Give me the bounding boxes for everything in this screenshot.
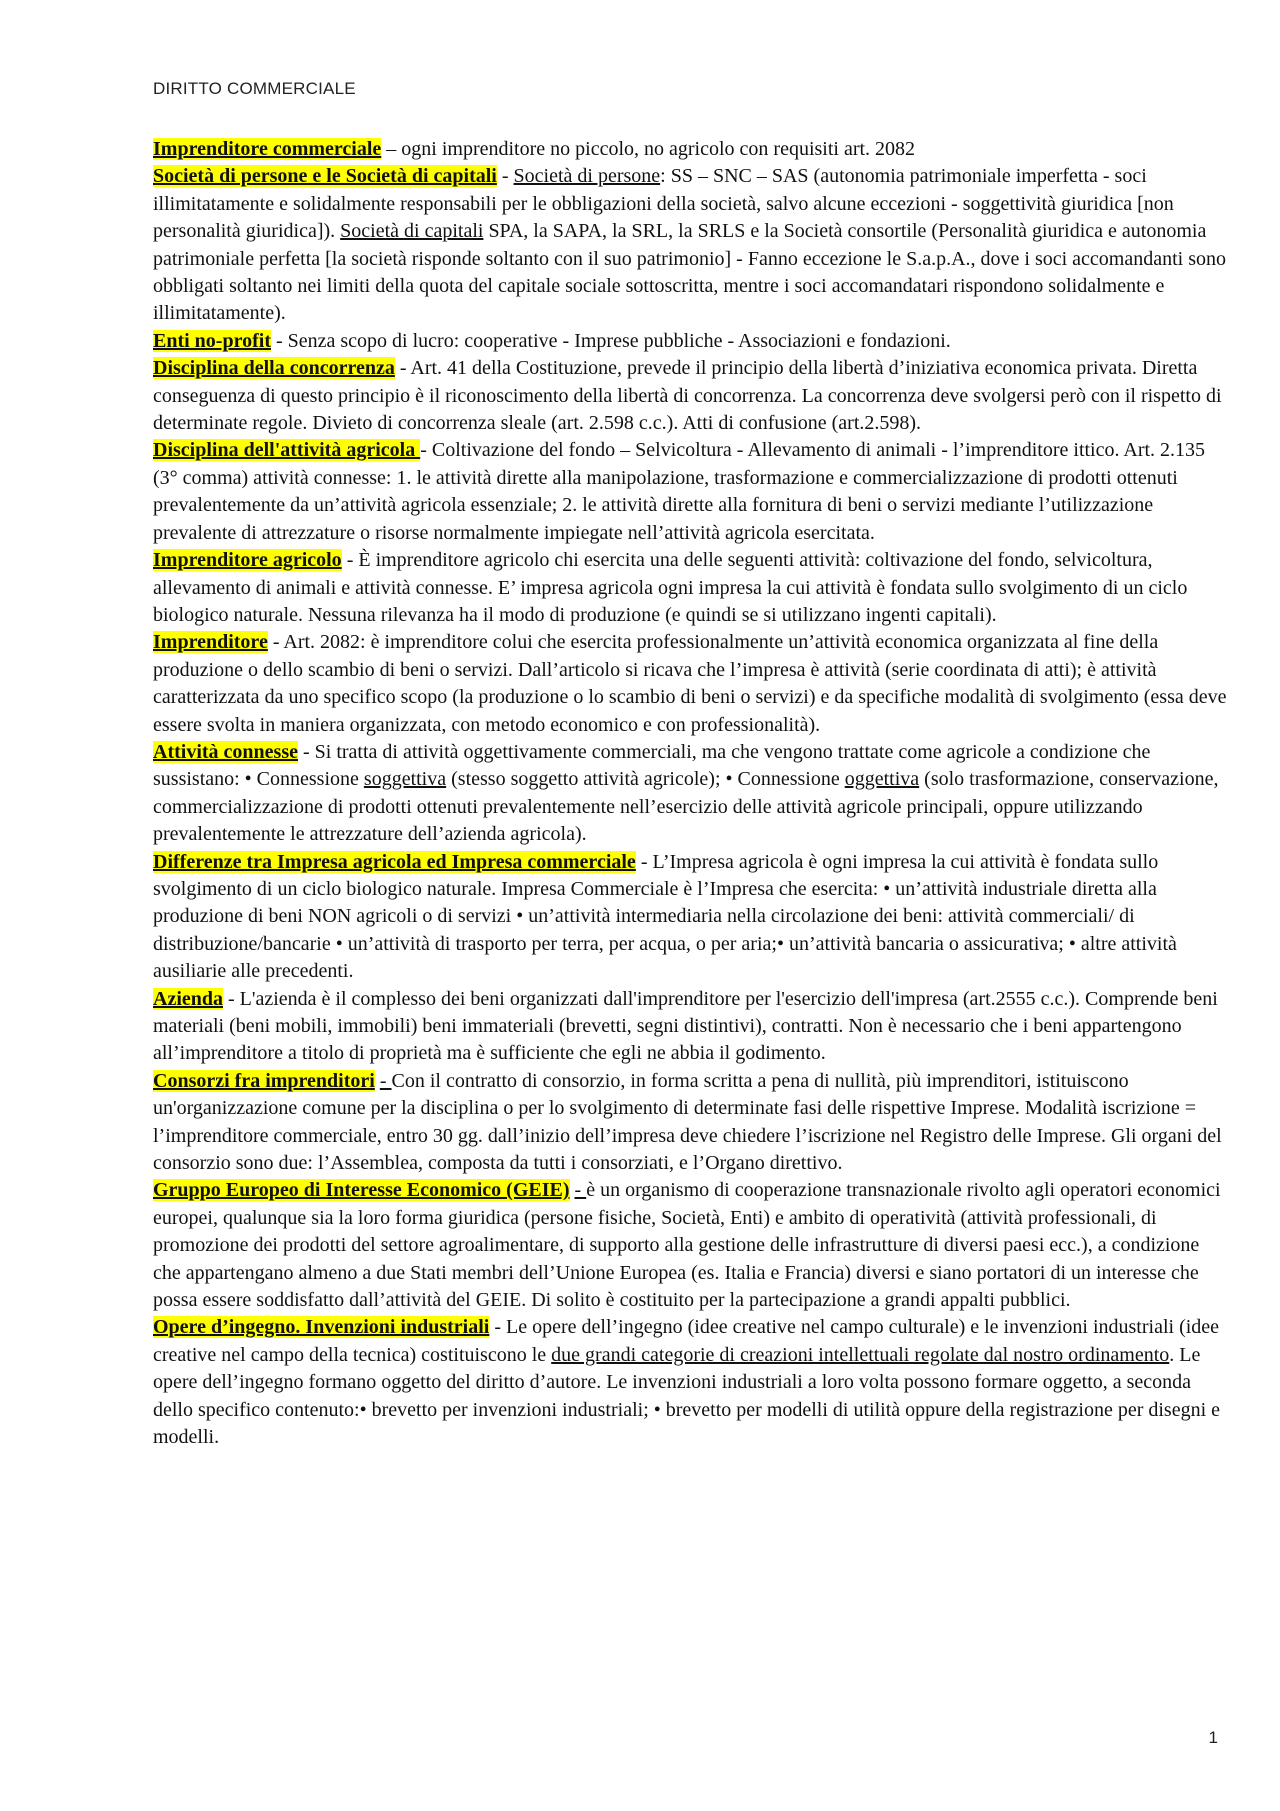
underlined-text: soggettiva [363,768,447,791]
entry-term: Imprenditore commerciale [153,138,382,160]
entry-text: - Coltivazione del fondo – Selvicoltura - Allevamento di animali - l’imprenditore ittico. Art. 2.135 (3° comma) attività connesse: 1. le attività dirette alla manipolazione, trasformazione e commercializzazione di prodotti ottenuti prevalentemente da un’attività agricola essenziale; 2. le attività dirette alla fornitura di beni o servizi mediante l’utilizzazione prevalente di attrezzature o risorse normalmente impiegate nell’attività agricola esercitata. [153,439,1206,544]
entry-text: - L’Impresa agricola è ogni impresa la cui attività è fondata sullo svolgimento di un ciclo biologico naturale. Impresa Commerciale è l’Impresa che esercita: • un’attività industriale diretta alla produzione di beni NON agricoli o di servizi • un’attività intermediaria nella circolazione dei beni: attività commerciali/ di distribuzione/bancarie • un’attività di trasporto per terra, per acqua, o per aria;• un’attività bancaria o assicurativa; • altre attività ausiliarie alle precedenti. [153,850,1177,983]
entry-disciplina-concorrenza [153,355,1231,437]
entry-text: – ogni imprenditore no piccolo, no agricolo con requisiti art. 2082 [381,138,916,160]
underlined-text: Società di capitali [340,220,484,243]
entry-text: Con il contratto di consorzio, in forma scritta a pena di nullità, più imprenditori, istituiscono un'organizzazione comune per la disciplina o per lo svolgimento di determinate fasi delle rispettive Imprese. Modalità iscrizione = l’imprenditore commerciale, entro 30 gg. dall’inizio dell’impresa deve chiedere l’iscrizione nel Registro delle Imprese. [153,1069,1197,1147]
entry-text: - L'azienda è il complesso dei beni organizzati dall'imprenditore per l'esercizio dell'impresa (art.2555 c.c.). Comprende beni materiali (beni mobili, immobili) beni immateriali (brevetti, segni distintivi), contratti. Non è necessario che i beni appartengono all’imprenditore a titolo di proprietà ma è sufficiente che egli ne abbia il godimento. [153,987,1218,1065]
entry-text: - È imprenditore agricolo chi esercita una delle seguenti attività: coltivazione del fondo, selvicoltura, allevamento di animali e attività connesse. E’ impresa agricola ogni impresa la cui attività è fondata sullo svolgimento di un ciclo biologico naturale. Nessuna rilevanza ha il modo di produzione (e quindi se si utilizzano ingenti capitali). [153,549,1188,626]
underlined-text: - [574,1179,587,1202]
entry-term: Differenze tra Impresa agricola ed Impresa commerciale [153,850,636,873]
entry-term: Enti no-profit [153,329,271,352]
entry-imprenditore [153,629,1231,739]
document-header: DIRITTO COMMERCIALE [153,79,356,98]
entry-text: Gli organi del consorzio sono due: l’Assemblea, composta da tutti i consorziati, e l’Organo direttivo. [153,1124,1222,1175]
document-body [153,136,1231,1452]
underlined-text: - [379,1069,392,1092]
entry-text: - Art. 2082: è imprenditore colui che esercita professionalmente un’attività economica organizzata al fine della produzione o dello scambio di beni o servizi. Dall’articolo si ricava che l’impresa è attività (serie coordinata di atti); è attività caratterizzata da uno specifico scopo (la produzione o lo scambio di beni o servizi) e da specifiche modalità di svolgimento (essa deve essere svolta in maniera organizzata, con metodo economico e con professionalità). [153,631,1227,736]
entry-text: è un organismo di cooperazione transnazionale rivolto agli operatori economici europei, qualunque sia la loro forma giuridica (persone fisiche, Società, Enti) e ambito di operatività (attività professionali, di promozione dei prodotti del settore agroalimentare, di supporto alla gestione delle infrastrutture di diversi paesi ecc.), a condizione che appartengano almeno a due Stati membri dell’Unione Europea (es. Italia e Francia) diversi e siano portatori di un interesse che possa essere soddisfatto dall’attività del GEIE. Di solito è costituito per la partecipazione a grandi appalti pubblici. [153,1179,1221,1312]
entry-text: . Le opere dell’ingegno formano oggetto del diritto d’autore. Le invenzioni industriali a loro volta possono formare oggetto, a seconda dello specifico contenuto:• brevetto per invenzioni industriali; • brevetto per modelli di utilità oppure della registrazione per disegni e modelli. [153,1343,1221,1449]
entry-societa [153,163,1231,327]
entry-term: Imprenditore [153,631,268,654]
entry-attivita-connesse [153,739,1231,849]
entry-term: Disciplina della concorrenza [153,357,395,380]
underlined-text: oggettiva [844,768,920,791]
entry-geie [153,1177,1231,1314]
entry-text: : SS – SNC – SAS (autonomia patrimoniale imperfetta - soci illimitatamente e solidalmente responsabili per le obbligazioni della società, salvo alcune eccezioni - soggettività giuridica [non personalità giuridica]). [153,165,1174,243]
entry-enti-no-profit [153,328,1231,355]
entry-text: - Le opere dell’ingegno (idee creative nel campo culturale) e le invenzioni industriali (idee creative nel campo della tecnica) costituiscono le [153,1316,1220,1366]
entry-differenze-impresa [153,849,1231,986]
entry-term: Opere d’ingegno. Invenzioni industriali [153,1316,490,1339]
entry-term: Gruppo Europeo di Interesse Economico (GEIE) [153,1179,570,1202]
underlined-text: Società di persone [513,165,661,188]
entry-term: Consorzi fra imprenditori [153,1069,375,1092]
entry-text: - [496,165,514,188]
entry-imprenditore-commerciale [153,136,1231,163]
entry-consorzi [153,1068,1231,1178]
entry-text: (stesso soggetto attività agricole); • Connessione [446,768,845,791]
entry-text: - Senza scopo di lucro: cooperative - Imprese pubbliche - Associazioni e fondazioni. [270,329,951,352]
entry-text: - Si tratta di attività oggettivamente commerciali, ma che vengono trattate come agricole a condizione che sussistano: • Connessione [153,740,1151,791]
entry-text: SPA, la SAPA, la SRL, la SRLS e la Società consortile (Personalità giuridica e autonomia patrimoniale perfetta [la società risponde soltanto con il suo patrimonio] - Fanno eccezione le S.a.p.A., dove i soci accomandanti sono obbligati soltanto nei limiti della quota del capitale sociale sottoscritta, mentre i soci accomandatari rispondono solidalmente e illimitatamente). [153,220,1227,325]
entry-term: Azienda [153,987,223,1010]
entry-text: (solo trasformazione, conservazione, commercializzazione di prodotti ottenuti prevalentemente nell’esercizio delle attività agricole principali, oppure utilizzando prevalentemente le attrezzature dell’azienda agricola). [153,768,1219,846]
entry-opere-ingegno [153,1314,1231,1451]
entry-disciplina-attivita-agricola [153,437,1231,547]
entry-term: Imprenditore agricolo [153,549,342,572]
page-number: 1 [1208,1728,1218,1747]
underlined-text: due grandi categorie di creazioni intellettuali regolate dal nostro ordinamento [551,1343,1170,1366]
entry-text: - Art. 41 della Costituzione, prevede il principio della libertà d’iniziativa economica privata. Diretta conseguenza di questo principio è il riconoscimento della libertà di concorrenza. La concorrenza deve svolgersi però con il rispetto di determinate regole. Divieto di concorrenza sleale (art. 2.598 c.c.). Atti di confusione (art.2.598). [153,357,1222,435]
entry-term: Attività connesse [153,740,298,763]
entry-term: Società di persone e le Società di capitali [153,165,497,188]
entry-imprenditore-agricolo [153,547,1231,629]
entry-term: Disciplina dell'attività agricola [153,439,421,462]
entry-azienda [153,986,1231,1068]
